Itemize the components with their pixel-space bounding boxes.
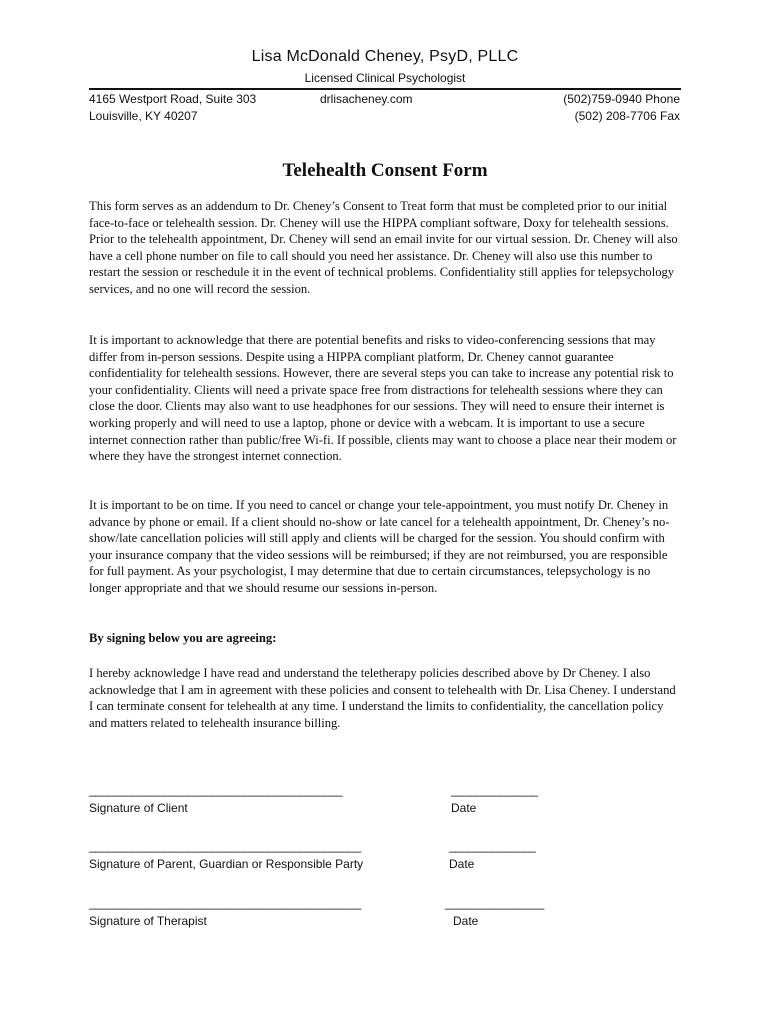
practice-name: Lisa McDonald Cheney, PsyD, PLLC bbox=[251, 48, 519, 65]
therapist-date-line[interactable]: ________________ bbox=[445, 896, 544, 910]
agreement-heading: By signing below you are agreeing: bbox=[89, 631, 277, 645]
paragraph-cancellation: It is important to be on time. If you need to cancel or change your tele-appointment, you must notify Dr. Cheney in advance by phone or email. If a client should no-show or late cancel for a telehealth appointment, Dr. Cheney’s no-show/late cancellation policies will still apply and clients will be charged for the session. You should confirm with your insurance company that the video sessions will be reimbursed; if they are not reimbursed, you are responsible for full payment. As your psychologist, I may determine that due to certain circumstances, telepsychology is no longer appropriate and that we should resume our sessions in-person. bbox=[89, 498, 670, 595]
therapist-signature-line[interactable]: ____________________________________________ bbox=[89, 896, 361, 910]
practice-address bbox=[89, 91, 256, 125]
client-signature-line[interactable]: _________________________________________ bbox=[89, 783, 343, 797]
phone-number: (502)759-0940 Phone bbox=[563, 92, 680, 106]
parent-signature-label: Signature of Parent, Guardian or Responsible Party bbox=[89, 857, 364, 871]
letterhead-divider bbox=[89, 88, 681, 90]
parent-date-label: Date bbox=[449, 857, 475, 871]
client-signature-label: Signature of Client bbox=[89, 801, 188, 815]
paragraph-acknowledgement: I hereby acknowledge I have read and understand the teletherapy policies described above by Dr Cheney. I also acknowledge that I am in agreement with these policies and consent to telehealth with Dr. Lisa Cheney. I understand I can terminate consent for telehealth at any time. I understand the limits to confidentiality, the cancellation policy and matters related to telehealth insurance billing. bbox=[89, 666, 676, 730]
address-line-2: Louisville, KY 40207 bbox=[89, 109, 198, 123]
form-title: Telehealth Consent Form bbox=[282, 160, 488, 181]
paragraph-risks: It is important to acknowledge that there are potential benefits and risks to video-conferencing sessions that may differ from in-person sessions. Despite using a HIPPA compliant platform, Dr. Cheney cannot guarantee confidentiality for telehealth sessions. However, there are several steps you can take to increase any potential risk to your confidentiality. Clients will need a private space free from distractions for telehealth sessions where they can close the door. Clients may also want to use headphones for our sessions. They will need to ensure their internet is working properly and will need to use a laptop, phone or device with a webcam. It is important to use a secure internet connection rather than public/free Wi-fi. If possible, clients may want to choose a place near their modem or where they have the strongest internet connection. bbox=[89, 333, 677, 464]
therapist-signature-label: Signature of Therapist bbox=[89, 914, 207, 928]
client-date-line[interactable]: ______________ bbox=[451, 783, 538, 797]
fax-number: (502) 208-7706 Fax bbox=[574, 109, 680, 123]
therapist-date-label: Date bbox=[453, 914, 479, 928]
practice-subtitle: Licensed Clinical Psychologist bbox=[304, 71, 466, 85]
parent-date-line[interactable]: ______________ bbox=[449, 839, 536, 853]
client-date-label: Date bbox=[451, 801, 477, 815]
practice-website: drlisacheney.com bbox=[320, 92, 413, 106]
paragraph-addendum: This form serves as an addendum to Dr. Cheney’s Consent to Treat form that must be completed prior to our initial face-to-face or telehealth session. Dr. Cheney will use the HIPPA compliant software, Doxy for telehealth sessions. Prior to the telehealth appointment, Dr. Cheney will send an email invite for our virtual session. Dr. Cheney will also have a cell phone number on file to call should you need her assistance. Dr. Cheney will also use this number to restart the session or reschedule it in the event of technical problems. Confidentiality still applies for telepsychology services, and no one will record the session. bbox=[89, 199, 678, 296]
address-line-1: 4165 Westport Road, Suite 303 bbox=[89, 92, 257, 106]
practice-contact bbox=[545, 91, 680, 125]
parent-signature-line[interactable]: ____________________________________________ bbox=[89, 839, 361, 853]
